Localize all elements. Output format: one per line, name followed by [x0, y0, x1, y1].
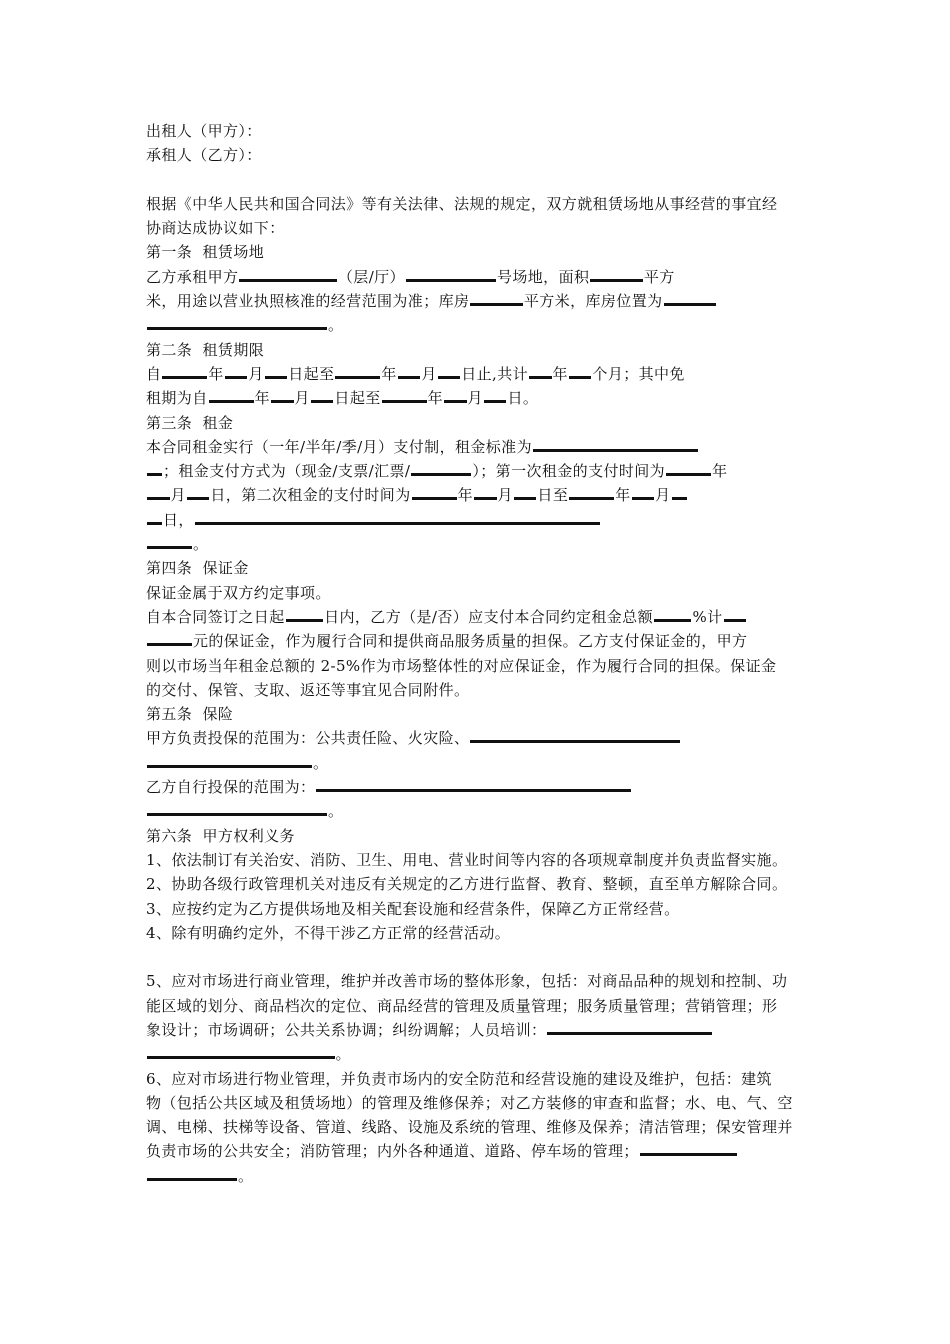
contract-line: 象设计；市场调研；公共关系协调；纠纷调解；人员培训： — [146, 1018, 810, 1042]
fill-in-blank — [632, 484, 655, 500]
blank-line — [146, 168, 810, 192]
fill-in-blank — [398, 363, 421, 379]
contract-line: 负责市场的公共安全；消防管理；内外各种通道、道路、停车场的管理； — [146, 1139, 810, 1163]
fill-in-blank — [406, 266, 496, 282]
contract-line: 协商达成协议如下： — [146, 219, 285, 238]
fill-in-blank — [195, 509, 600, 525]
blank-line — [146, 945, 810, 969]
contract-line: 乙方自行投保的范围为： — [146, 775, 810, 799]
contract-line: 3、应按约定为乙方提供场地及相关配套设施和经营条件，保障乙方正常经营。 — [146, 899, 680, 918]
contract-line: 的交付、保管、支取、返还等事宜见合同附件。 — [146, 680, 470, 699]
fill-in-blank — [412, 484, 457, 500]
fill-in-blank — [187, 484, 210, 500]
fill-in-blank — [147, 630, 192, 646]
contract-line: 2、协助各级行政管理机关对违反有关规定的乙方进行监督、教育、整顿，直至单方解除合同。 — [146, 875, 788, 894]
contract-line: 第三条 租金 — [146, 413, 234, 432]
contract-line: 。 — [146, 532, 810, 556]
fill-in-blank — [484, 387, 507, 403]
contract-line: 物（包括公共区域及租赁场地）的管理及维修保养；对乙方装修的审查和监督；水、电、气、空 — [146, 1093, 793, 1112]
contract-document — [146, 119, 810, 1188]
contract-line: 4、除有明确约定外，不得干涉乙方正常的经营活动。 — [146, 923, 511, 942]
contract-line: 6、应对市场进行物业管理，并负责市场内的安全防范和经营设施的建设及维护，包括：建筑 — [146, 1069, 772, 1088]
contract-line: 乙方承租甲方 （层/厅） 号场地，面积 平方 — [146, 267, 675, 286]
fill-in-blank — [666, 460, 711, 476]
fill-in-blank — [147, 752, 312, 768]
contract-line: 租期为自 年 月 日起至 年 月 日。 — [146, 389, 539, 408]
fill-in-blank — [225, 363, 248, 379]
contract-line: 日， — [146, 508, 810, 532]
fill-in-blank — [271, 387, 294, 403]
fill-in-blank — [239, 266, 337, 282]
fill-in-blank — [547, 1019, 712, 1035]
contract-line: 。 — [146, 799, 810, 823]
fill-in-blank — [411, 460, 471, 476]
contract-line: 1、依法制订有关治安、消防、卫生、用电、营业时间等内容的各项规章制度并负责监督实施。 — [146, 850, 788, 869]
fill-in-blank — [335, 363, 380, 379]
contract-line: 承租人（乙方）： — [146, 146, 262, 165]
contract-line: 5、应对市场进行商业管理，维护并改善市场的整体形象，包括：对商品品种的规划和控制、功 — [146, 972, 788, 991]
contract-line: 则以市场当年租金总额的 2-5%作为市场整体性的对应保证金，作为履行合同的担保。保证金 — [146, 656, 777, 675]
contract-line: 第六条 甲方权利义务 — [146, 826, 295, 845]
fill-in-blank — [569, 363, 592, 379]
fill-in-blank — [286, 606, 324, 622]
fill-in-blank — [590, 266, 643, 282]
contract-line: 。 — [146, 751, 810, 775]
contract-line: 。 — [146, 313, 810, 337]
fill-in-blank — [147, 533, 192, 549]
fill-in-blank — [569, 484, 614, 500]
contract-line: 第一条 租赁场地 — [146, 243, 265, 262]
contract-line: 自 年 月 日起至 年 月 日止,共计 年 个月；其中免 — [146, 364, 685, 383]
contract-line: 第五条 保险 — [146, 705, 234, 724]
fill-in-blank — [147, 484, 170, 500]
fill-in-blank — [724, 606, 747, 622]
fill-in-blank — [664, 290, 717, 306]
fill-in-blank — [640, 1140, 738, 1156]
contract-line: 元的保证金，作为履行合同和提供商品服务质量的担保。乙方支付保证金的，甲方 — [146, 629, 810, 653]
contract-line: 本合同租金实行（一年/半年/季/月）支付制，租金标准为 — [146, 435, 810, 459]
contract-line: 能区域的划分、商品档次的定位、商品经营的管理及质量管理；服务质量管理；营销管理；形 — [146, 996, 778, 1015]
fill-in-blank — [147, 509, 162, 525]
fill-in-blank — [529, 363, 552, 379]
fill-in-blank — [438, 363, 461, 379]
contract-line: 米，用途以营业执照核准的经营范围为准；库房 平方米，库房位置为 — [146, 289, 810, 313]
contract-line: 。 — [146, 1164, 810, 1188]
contract-line: 自本合同签订之日起 日内，乙方（是/否）应支付本合同约定租金总额 %计 — [146, 605, 810, 629]
fill-in-blank — [265, 363, 288, 379]
fill-in-blank — [514, 484, 537, 500]
fill-in-blank — [147, 1043, 335, 1059]
fill-in-blank — [147, 800, 327, 816]
contract-line: 保证金属于双方约定事项。 — [146, 583, 331, 602]
fill-in-blank — [147, 460, 162, 476]
fill-in-blank — [316, 776, 631, 792]
fill-in-blank — [444, 387, 467, 403]
contract-line: 根据《中华人民共和国合同法》等有关法律、法规的规定，双方就租赁场地从事经营的事宜经 — [146, 194, 778, 213]
fill-in-blank — [147, 314, 327, 330]
fill-in-blank — [470, 727, 680, 743]
contract-line: 甲方负责投保的范围为：公共责任险、火灾险、 — [146, 726, 810, 750]
contract-line: 出租人（甲方）： — [146, 122, 262, 140]
contract-line: 第四条 保证金 — [146, 559, 249, 578]
contract-line: 。 — [146, 1042, 810, 1066]
contract-line: 第二条 租赁期限 — [146, 340, 265, 359]
fill-in-blank — [672, 484, 687, 500]
contract-line: 月 日，第二次租金的支付时间为 年 月 日至 年 月 — [146, 483, 810, 507]
fill-in-blank — [470, 290, 523, 306]
fill-in-blank — [147, 1165, 237, 1181]
fill-in-blank — [474, 484, 497, 500]
fill-in-blank — [209, 387, 254, 403]
fill-in-blank — [162, 363, 207, 379]
fill-in-blank — [382, 387, 427, 403]
contract-line: ；租金支付方式为（现金/支票/汇票/ ）；第一次租金的支付时间为 年 — [146, 459, 810, 483]
fill-in-blank — [311, 387, 334, 403]
fill-in-blank — [654, 606, 692, 622]
contract-line: 调、电梯、扶梯等设备、管道、线路、设施及系统的管理、维修及保养；清洁管理；保安管理并 — [146, 1118, 793, 1137]
fill-in-blank — [533, 436, 698, 452]
